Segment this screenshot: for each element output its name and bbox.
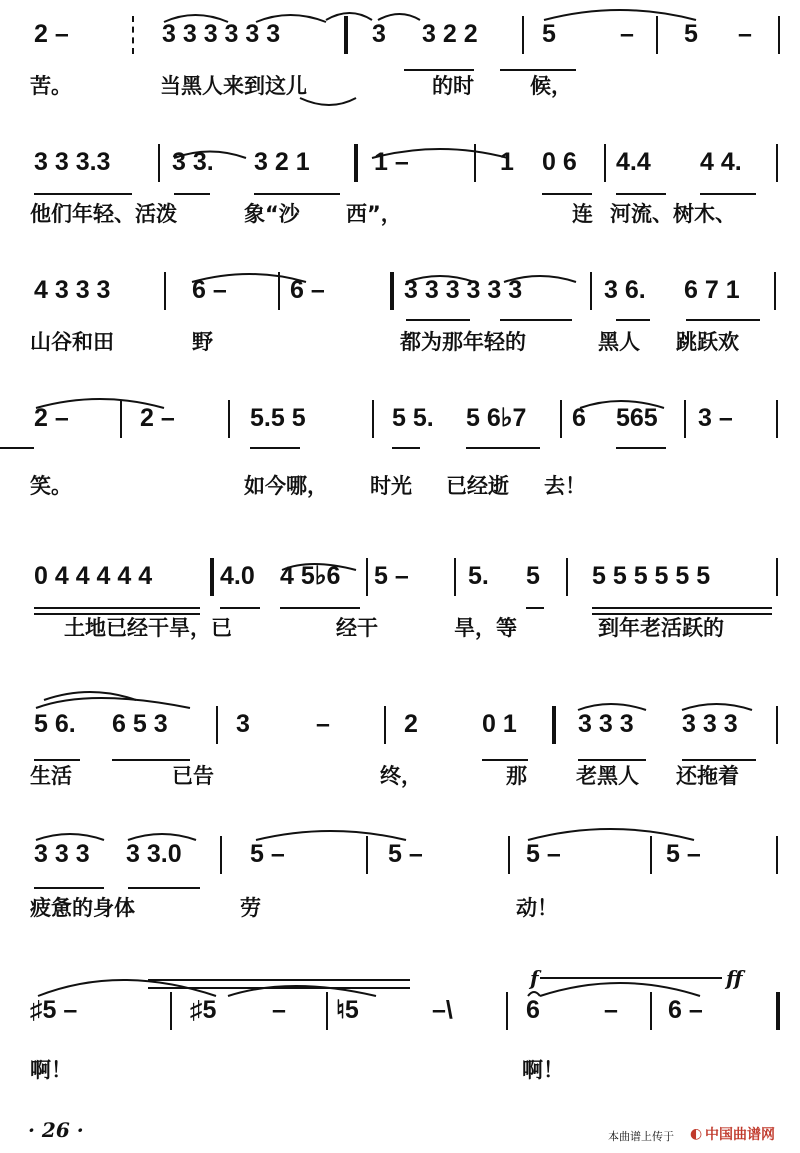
lyric-text: 黑人 bbox=[598, 330, 640, 354]
barline bbox=[210, 558, 214, 596]
barline bbox=[158, 144, 160, 182]
barline bbox=[390, 272, 394, 310]
barline bbox=[522, 16, 524, 54]
notes-line-7 bbox=[0, 834, 800, 874]
note-group: 3 – bbox=[698, 404, 733, 432]
note-group: 3 3. bbox=[172, 148, 214, 176]
barline bbox=[566, 558, 568, 596]
barline bbox=[506, 992, 508, 1030]
lyric-text: 到年老活跃的 bbox=[598, 616, 724, 640]
lyric-text: 都为那年轻的 bbox=[400, 330, 526, 354]
lyrics-line-5 bbox=[0, 612, 800, 644]
note-group: ♯5 bbox=[190, 996, 217, 1024]
lyric-text: 象“沙 bbox=[244, 202, 300, 226]
note-group: 3 3 3 3 3 3 bbox=[404, 276, 523, 304]
barline bbox=[590, 272, 592, 310]
lyric-text: 他们年轻、活泼 bbox=[30, 202, 177, 226]
note-group: 3 bbox=[236, 710, 250, 738]
barline bbox=[354, 144, 358, 182]
notes-line-8 bbox=[0, 990, 800, 1030]
notes-line-4 bbox=[0, 398, 800, 438]
lyric-text: 野 bbox=[192, 330, 213, 354]
barline bbox=[552, 706, 556, 744]
barline bbox=[650, 836, 652, 874]
note-group: ♯5 – bbox=[30, 996, 78, 1024]
footer-site-name[interactable]: 中国曲谱网 bbox=[705, 1127, 775, 1143]
barline bbox=[366, 836, 368, 874]
note-group: 1 bbox=[500, 148, 514, 176]
note-group: 5 – bbox=[666, 840, 701, 868]
note-group: 0 6 bbox=[542, 148, 577, 176]
notes-line-2 bbox=[0, 142, 800, 182]
lyric-text: 终， bbox=[380, 764, 422, 788]
barline bbox=[604, 144, 606, 182]
note-group: 2 bbox=[404, 710, 418, 738]
lyrics-line-1 bbox=[0, 70, 800, 102]
note-group: 2 – bbox=[34, 20, 69, 48]
note-group: 6 7 1 bbox=[684, 276, 740, 304]
barline bbox=[656, 16, 658, 54]
barline bbox=[326, 992, 328, 1030]
lyric-text: 已经逝 bbox=[446, 474, 509, 498]
lyrics-line-8 bbox=[0, 1054, 800, 1086]
note-group: 3 bbox=[372, 20, 386, 48]
barline bbox=[220, 836, 222, 874]
barline bbox=[776, 992, 780, 1030]
note-group: – bbox=[738, 20, 752, 48]
note-group: 4 3 3 3 bbox=[34, 276, 111, 304]
note-group: 5 – bbox=[526, 840, 561, 868]
lyric-text: 旱，等 bbox=[454, 616, 517, 640]
barline bbox=[684, 400, 686, 438]
note-group: – bbox=[604, 996, 618, 1024]
barline bbox=[384, 706, 386, 744]
barline bbox=[474, 144, 476, 182]
notes-line-3 bbox=[0, 270, 800, 310]
barline bbox=[774, 272, 776, 310]
lyric-text: 生活 bbox=[30, 764, 72, 788]
note-group: 5 6♭7 bbox=[466, 404, 527, 432]
note-group: 0 4 4 4 4 4 bbox=[34, 562, 153, 590]
note-group: 5 6. bbox=[34, 710, 76, 738]
lyric-text: 如今哪， bbox=[244, 474, 328, 498]
note-group: – bbox=[272, 996, 286, 1024]
note-group: 3 3 3 3 3 3 bbox=[162, 20, 281, 48]
note-group: 6 5 3 bbox=[112, 710, 168, 738]
note-group: 6 – bbox=[668, 996, 703, 1024]
dynamic-fortissimo: ff bbox=[726, 966, 743, 990]
barline bbox=[776, 144, 778, 182]
note-group: 3 3 3.3 bbox=[34, 148, 111, 176]
dynamic-forte: f bbox=[530, 966, 539, 990]
note-group: 5 – bbox=[388, 840, 423, 868]
footer-upload-text: 本曲谱上传于 bbox=[608, 1130, 674, 1143]
lyric-text: 老黑人 bbox=[576, 764, 639, 788]
note-group: 5 5 5 5 5 5 bbox=[592, 562, 711, 590]
lyric-text: 时光 bbox=[370, 474, 412, 498]
note-group: 2 – bbox=[34, 404, 69, 432]
note-group: 5 bbox=[684, 20, 698, 48]
note-group: 4.0 bbox=[220, 562, 255, 590]
note-group: 3 6. bbox=[604, 276, 646, 304]
barline bbox=[164, 272, 166, 310]
barline bbox=[776, 836, 778, 874]
lyric-text: 去！ bbox=[544, 474, 586, 498]
note-group: 3 2 1 bbox=[254, 148, 310, 176]
lyrics-line-6 bbox=[0, 760, 800, 792]
notes-line-1 bbox=[0, 14, 800, 54]
barline bbox=[120, 400, 122, 438]
lyric-text: 啊！ bbox=[30, 1058, 72, 1082]
note-group: 565 bbox=[616, 404, 658, 432]
note-group: 4 4. bbox=[700, 148, 742, 176]
note-group: 5 bbox=[542, 20, 556, 48]
lyrics-line-2 bbox=[0, 198, 800, 230]
barline bbox=[366, 558, 368, 596]
barline bbox=[278, 272, 280, 310]
note-group: 3 3 3 bbox=[578, 710, 634, 738]
note-group: –\ bbox=[432, 996, 453, 1024]
barline bbox=[776, 400, 778, 438]
lyric-text: 的时 bbox=[432, 74, 474, 98]
note-group: 5.5 5 bbox=[250, 404, 306, 432]
note-group: 5 bbox=[526, 562, 540, 590]
lyric-text: 连 bbox=[572, 202, 593, 226]
lyrics-line-7 bbox=[0, 892, 800, 924]
note-group: 5 – bbox=[374, 562, 409, 590]
barline bbox=[776, 706, 778, 744]
lyric-text: 土地已经干旱，已 bbox=[64, 616, 232, 640]
notes-line-5 bbox=[0, 556, 800, 596]
lyric-text: 还拖着 bbox=[676, 764, 739, 788]
lyric-text: 当黑人来到这儿 bbox=[160, 74, 307, 98]
note-group: 6 bbox=[526, 996, 540, 1024]
barline bbox=[560, 400, 562, 438]
note-group: – bbox=[620, 20, 634, 48]
barline bbox=[650, 992, 652, 1030]
lyric-text: 笑。 bbox=[30, 474, 72, 498]
barline bbox=[454, 558, 456, 596]
lyric-text: 已告 bbox=[172, 764, 214, 788]
note-group: ♮5 bbox=[336, 996, 359, 1024]
note-group: 1 – bbox=[374, 148, 409, 176]
page-number: · 26 · bbox=[28, 1118, 84, 1142]
lyric-text: 河流、树木、 bbox=[610, 202, 736, 226]
note-group: 6 – bbox=[290, 276, 325, 304]
note-group: 3 3 3 bbox=[682, 710, 738, 738]
note-group: 6 – bbox=[192, 276, 227, 304]
note-group: 4.4 bbox=[616, 148, 651, 176]
note-group: 3 3 3 bbox=[34, 840, 90, 868]
lyric-text: 那 bbox=[506, 764, 527, 788]
notes-line-6 bbox=[0, 704, 800, 744]
barline bbox=[776, 558, 778, 596]
note-group: 4 5♭6 bbox=[280, 562, 341, 590]
barline bbox=[344, 16, 348, 54]
note-group: 3 3.0 bbox=[126, 840, 182, 868]
lyric-text: 啊！ bbox=[522, 1058, 564, 1082]
barline bbox=[228, 400, 230, 438]
lyric-text: 候， bbox=[530, 74, 572, 98]
lyric-text: 苦。 bbox=[30, 74, 72, 98]
lyric-text: 山谷和田 bbox=[30, 330, 114, 354]
site-logo-icon: ◐ bbox=[690, 1126, 703, 1142]
barline bbox=[170, 992, 172, 1030]
note-group: 5 – bbox=[250, 840, 285, 868]
barline bbox=[778, 16, 780, 54]
note-group: 0 1 bbox=[482, 710, 517, 738]
lyric-text: 动！ bbox=[516, 896, 558, 920]
lyrics-line-3 bbox=[0, 326, 800, 358]
lyric-text: 西”， bbox=[346, 202, 402, 226]
slur bbox=[44, 692, 136, 700]
barline bbox=[508, 836, 510, 874]
lyric-text: 劳 bbox=[240, 896, 261, 920]
lyrics-line-4 bbox=[0, 470, 800, 502]
note-group: – bbox=[316, 710, 330, 738]
barline bbox=[216, 706, 218, 744]
lyric-text: 跳跃欢 bbox=[676, 330, 739, 354]
note-group: 6 bbox=[572, 404, 586, 432]
note-group: 5 5. bbox=[392, 404, 434, 432]
note-group: 5. bbox=[468, 562, 489, 590]
lyric-text: 经干 bbox=[336, 616, 378, 640]
note-group: 3 2 2 bbox=[422, 20, 478, 48]
barline bbox=[132, 16, 136, 54]
lyric-text: 疲惫的身体 bbox=[30, 896, 135, 920]
note-group: 2 – bbox=[140, 404, 175, 432]
barline bbox=[372, 400, 374, 438]
